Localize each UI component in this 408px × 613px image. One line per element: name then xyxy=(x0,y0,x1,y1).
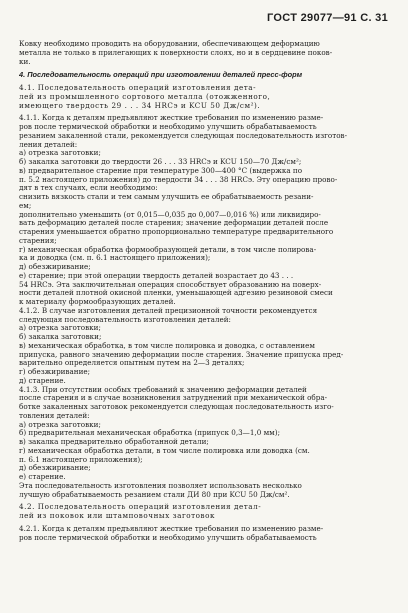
text-line: ления деталей: xyxy=(19,140,78,149)
text-line: б) предварительная механическая обработка (припуск 0,3—1,0 мм); xyxy=(19,429,280,438)
text-line: 4.1.1. Когда к деталям предъявляют жесткие требования по изменению разме- xyxy=(19,114,324,123)
text-line: г) механическая обработка детали, в том числе полировка или доводка (см. xyxy=(19,446,310,455)
text-line: товления деталей: xyxy=(19,411,90,420)
text-line: б) закалка заготовки; xyxy=(19,333,102,341)
text-line: ров после термической обработки и необходимо улучшить обрабатываемость xyxy=(19,123,317,131)
section-heading: 4. Последовательность операций при изготовлении деталей пресс-форм xyxy=(19,71,303,80)
text-line: дополнительно уменьшить (от 0,015—0,035 до 0,007—0,016 %) или ликвидиро- xyxy=(19,210,321,219)
text-line: 4.2. Последовательность операций изготовления детал- xyxy=(19,503,262,512)
text-line: снизить вязкость стали и тем самым улучшить ее обрабатываемость резани- xyxy=(19,193,314,201)
text-line: г) обезжиривание; xyxy=(19,368,91,376)
text-line: ка и доводка (см. п. 6.1 настоящего приложения); xyxy=(19,254,211,263)
text-line: после старения и в случае возникновения затруднений при механической обра- xyxy=(19,394,328,403)
text-line: а) отрезка заготовки; xyxy=(19,420,101,429)
page-header: ГОСТ 29077—91 С. 31 xyxy=(267,12,388,24)
text-line: Ковку необходимо проводить на оборудовании, обеспечивающем деформацию xyxy=(19,40,320,48)
text-line: е) старение. xyxy=(19,473,66,481)
text-line: лучшую обрабатываемость резанием стали ДИ 80 при KCU 50 Дж/см². xyxy=(19,490,290,499)
text-line: п. 6.1 настоящего приложения); xyxy=(19,455,143,464)
text-line: в) механическая обработка, в том числе полировка и доводка, с оставлением xyxy=(19,341,315,350)
text-line: д) обезжиривание; xyxy=(19,263,91,271)
text-line: 54 HRCэ. Эта заключительная операция способствует образованию на поверх- xyxy=(19,280,322,289)
document-body xyxy=(19,40,392,542)
text-line: а) отрезка заготовки; xyxy=(19,149,101,158)
text-line: д) обезжиривание; xyxy=(19,464,91,473)
text-line: ности деталей плотной окисной пленки, уменьшающей адгезию резиновой смеси xyxy=(19,289,333,298)
text-line: лей из промышленного сортового металла (отожженного, xyxy=(19,92,271,101)
text-line: а) отрезка заготовки; xyxy=(19,324,101,333)
text-line: имеющего твердость 29 . . . 34 HRCэ и KCU 50 Дж/см²). xyxy=(19,101,261,110)
text-line: в) закалка предварительно обработанной детали; xyxy=(19,438,209,446)
text-line: металла не только в прилегающих к поверхности слоях, но и в сердцевине поков- xyxy=(19,48,333,57)
text-line: 4.1.2. В случае изготовления деталей прецизионной точности рекомендуется xyxy=(19,306,318,315)
text-line: лей из поковок или штамповочных заготовок xyxy=(19,512,216,520)
text-line: старения; xyxy=(19,236,57,245)
text-line: 4.1. Последовательность операций изготовления дета- xyxy=(19,84,257,92)
text-line: 4.1.3. При отсутствии особых требований к значению деформации деталей xyxy=(19,385,307,394)
text-line: ки. xyxy=(19,57,31,66)
text-line: дят в тех случаях, если необходимо: xyxy=(19,184,158,193)
text-line: резанием закаленной стали, рекомендуется следующая последовательность изготов- xyxy=(19,131,348,140)
text-line: ботке закаленных заготовок рекомендуется следующая последовательность изго- xyxy=(19,403,334,411)
text-line: Эта последовательность изготовления позволяет использовать несколько xyxy=(19,481,302,490)
text-line: вать деформацию деталей после старения; значение деформации деталей после xyxy=(19,219,329,228)
text-line: следующая последовательность изготовления деталей: xyxy=(19,315,231,324)
text-line: г) механическая обработка формообразующей детали, в том числе полирова- xyxy=(19,245,317,254)
text-line: варительно определяется опытным путем на 2—3 деталях; xyxy=(19,359,245,368)
text-line: припуска, равного значению деформации после старения. Значение припуска пред- xyxy=(19,350,344,359)
text-line: е) старение; при этой операции твердость деталей возрастает до 43 . . . xyxy=(19,271,294,280)
text-line: старения уменьшается обратно пропорционально температуре предварительного xyxy=(19,228,334,236)
text-line: б) закалка заготовки до твердости 26 . . . 33 HRCэ и KCU 150—70 Дж/см²; xyxy=(19,158,302,166)
text-line: ров после термической обработки и необходимо улучшить обрабатываемость xyxy=(19,533,317,542)
text-line: 4.2.1. Когда к деталям предъявляют жесткие требования по изменению разме- xyxy=(19,524,324,533)
text-line: в) предварительное старение при температуре 300—400 °С (выдержка по xyxy=(19,166,303,175)
text-line: д) старение. xyxy=(19,376,66,385)
text-line: ем; xyxy=(19,201,32,210)
text-line: п. 5.2 настоящего приложения) до твердости 34 . . . 38 HRCэ. Эту операцию прово- xyxy=(19,175,338,184)
text-line: к материалу формообразующих деталей. xyxy=(19,298,176,306)
